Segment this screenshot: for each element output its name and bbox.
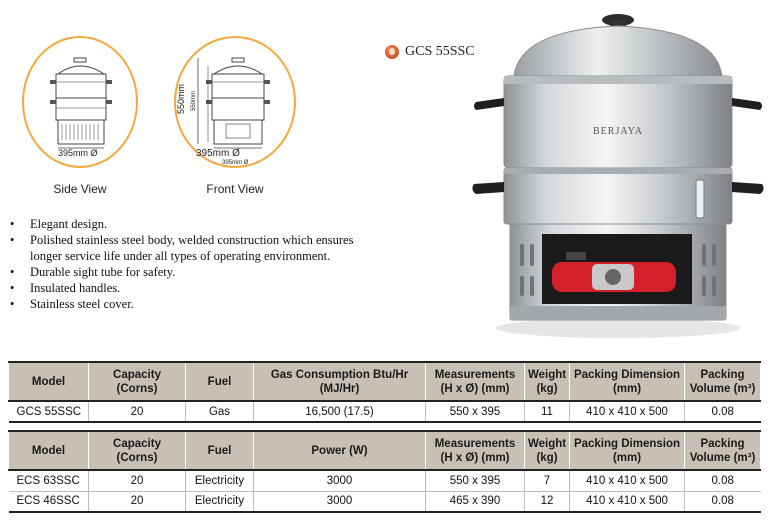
cell-packing-volume: 0.08 <box>685 401 761 422</box>
col-header-model: Model <box>9 362 89 401</box>
front-view-height-dim: 550mm <box>176 83 187 115</box>
col-header-packing-dimension: Packing Dimension (mm) <box>570 362 685 401</box>
cell-fuel: Electricity <box>186 470 254 491</box>
cell-measurements: 550 x 395 <box>426 401 525 422</box>
col-header-measurements: Measurements (H x Ø) (mm) <box>426 431 525 470</box>
table-row <box>9 491 761 512</box>
table-row <box>9 401 761 422</box>
cell-packing-volume: 0.08 <box>685 470 761 491</box>
cell-packing-dimension: 410 x 410 x 500 <box>570 491 685 512</box>
front-view <box>170 36 300 196</box>
side-view-label: Side View <box>53 182 107 196</box>
col-header-power: Power (W) <box>254 431 426 470</box>
cell-measurements: 465 x 390 <box>426 491 525 512</box>
cell-capacity: 20 <box>89 401 186 422</box>
col-header-capacity: Capacity (Corns) <box>89 431 186 470</box>
front-view-inner-height-dim: 550mm <box>191 90 198 112</box>
col-header-weight: Weight (kg) <box>525 431 570 470</box>
cell-model: GCS 55SSC <box>9 401 89 422</box>
col-header-packing-volume: Packing Volume (m³) <box>685 362 761 401</box>
front-view-label: Front View <box>206 182 264 196</box>
side-view-base-dim: 395mm Ø <box>58 148 98 158</box>
cell-fuel: Gas <box>186 401 254 422</box>
feature-item: • Insulated handles. <box>8 280 358 296</box>
electric-spec-table <box>8 430 761 513</box>
cell-model: ECS 46SSC <box>9 491 89 512</box>
cell-model: ECS 63SSC <box>9 470 89 491</box>
cell-power: 3000 <box>254 470 426 491</box>
brand-flame-icon <box>385 45 399 59</box>
product-image-steamer <box>468 6 768 342</box>
feature-item: • Stainless steel cover. <box>8 296 358 312</box>
cell-gas-consumption: 16,500 (17.5) <box>254 401 426 422</box>
product-model-name: GCS 55SSC <box>405 44 475 59</box>
gas-spec-table <box>8 361 761 423</box>
feature-item: • Polished stainless steel body, welded construction which ensures longer service life under all types of operating environment. <box>8 232 358 264</box>
cell-weight: 11 <box>525 401 570 422</box>
table-row <box>9 470 761 491</box>
col-header-fuel: Fuel <box>186 362 254 401</box>
cell-weight: 7 <box>525 470 570 491</box>
front-view-inner-base-dim: 395mm Ø <box>222 160 249 166</box>
col-header-weight: Weight (kg) <box>525 362 570 401</box>
product-model-title <box>385 44 475 60</box>
cell-power: 3000 <box>254 491 426 512</box>
feature-item: • Elegant design. <box>8 216 358 232</box>
col-header-gas-consumption: Gas Consumption Btu/Hr (MJ/Hr) <box>254 362 426 401</box>
cell-measurements: 550 x 395 <box>426 470 525 491</box>
brand-plate-text: BERJAYA <box>593 126 643 137</box>
feature-item: • Durable sight tube for safety. <box>8 264 358 280</box>
cell-packing-volume: 0.08 <box>685 491 761 512</box>
cell-packing-dimension: 410 x 410 x 500 <box>570 470 685 491</box>
feature-list <box>8 216 358 312</box>
col-header-capacity: Capacity (Corns) <box>89 362 186 401</box>
col-header-packing-volume: Packing Volume (m³) <box>685 431 761 470</box>
cell-capacity: 20 <box>89 470 186 491</box>
cell-weight: 12 <box>525 491 570 512</box>
col-header-fuel: Fuel <box>186 431 254 470</box>
cell-fuel: Electricity <box>186 491 254 512</box>
front-view-base-dim: 395mm Ø <box>196 148 240 159</box>
col-header-packing-dimension: Packing Dimension (mm) <box>570 431 685 470</box>
cell-capacity: 20 <box>89 491 186 512</box>
col-header-measurements: Measurements (H x Ø) (mm) <box>426 362 525 401</box>
col-header-model: Model <box>9 431 89 470</box>
cell-packing-dimension: 410 x 410 x 500 <box>570 401 685 422</box>
side-view <box>22 36 142 196</box>
